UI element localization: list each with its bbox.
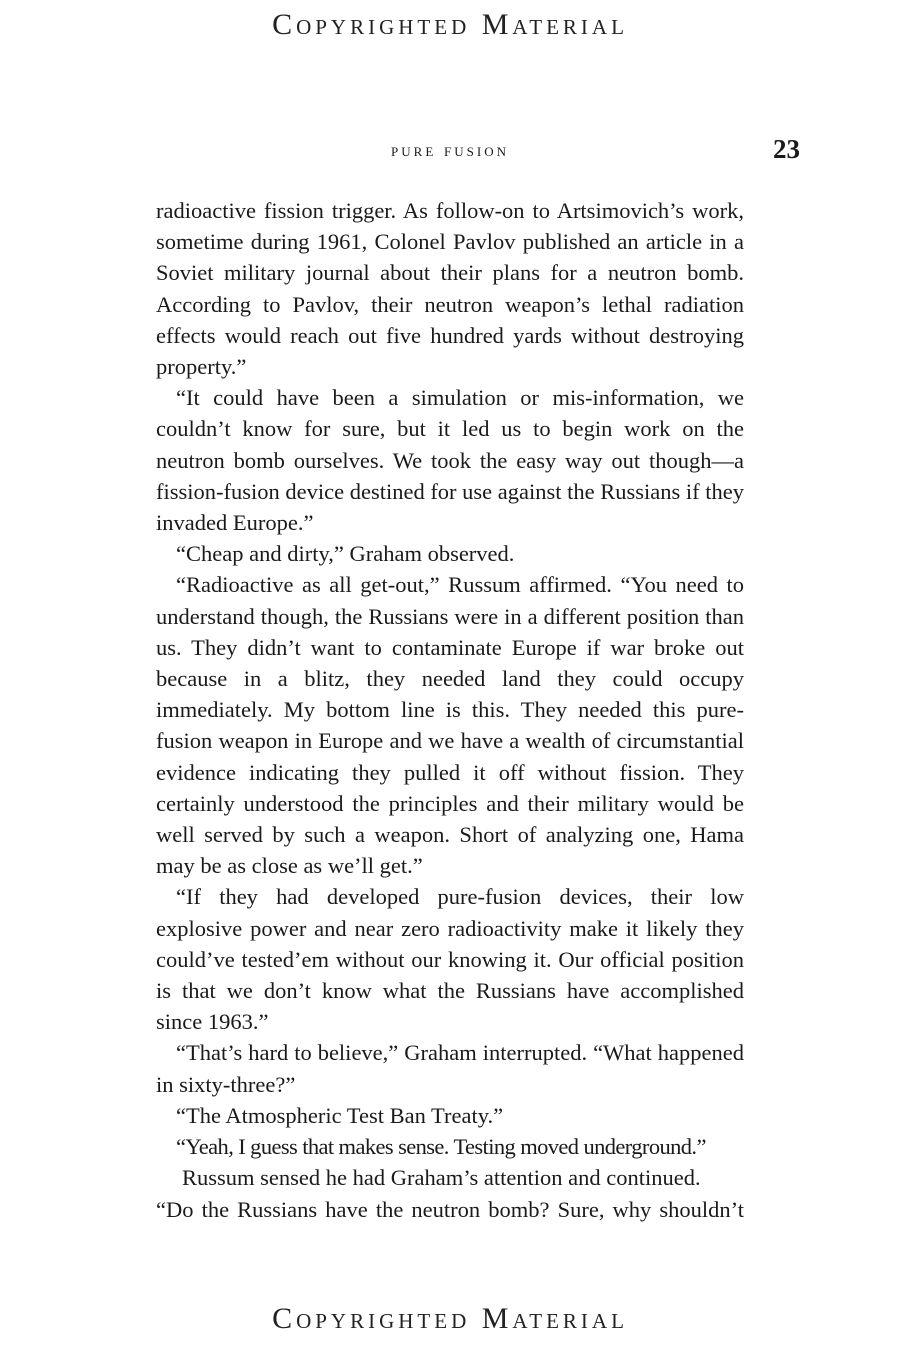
copyright-watermark-bottom: Copyrighted Material	[272, 1302, 628, 1335]
paragraph: “Yeah, I guess that makes sense. Testing moved underground.”	[176, 1134, 706, 1160]
paragraph: “It could have been a simulation or mis-information, we couldn’t know for sure, but it led us to begin work on the neutron bomb ourselves. We took the easy way out though—a fission-fusion device destined for use against the Russians if they invaded Europe.”	[156, 385, 745, 536]
paragraph: “If they had developed pure-fusion devices, their low explosive power and near zero radioactivity make it likely they could’ve tested’em without our knowing it. Our official position is that we don’t know what the Russians have accomplished since 1963.”	[156, 884, 744, 1035]
paragraph: “Cheap and dirty,” Graham observed.	[176, 541, 515, 567]
paragraph: “Do the Russians have the neutron bomb? Sure, why shouldn’t	[156, 1196, 744, 1222]
copyright-watermark-top: Copyrighted Material	[272, 8, 628, 41]
paragraph: “Radioactive as all get-out,” Russum affirmed. “You need to understand though, the Russians were in a different position than us. They didn’t want to contaminate Europe if war broke out because in a blitz, they needed land they could occupy immediately. My bottom line is this. They needed this pure-fusion weapon in Europe and we have a wealth of circumstantial evidence indicating they pulled it off without fission. They certainly understood the principles and their military would be well served by such a weapon. Short of analyzing one, Hama may be as close as we’ll get.”	[156, 572, 744, 879]
paragraph: “The Atmospheric Test Ban Treaty.”	[176, 1102, 504, 1128]
page-number: 23	[773, 134, 800, 164]
paragraph: “That’s hard to believe,” Graham interrupted. “What happened in sixty-three?”	[156, 1040, 744, 1097]
paragraph: Russum sensed he had Graham’s attention and continued.	[182, 1165, 701, 1191]
body-text	[156, 195, 744, 1225]
running-header	[0, 134, 900, 168]
paragraph: radioactive fission trigger. As follow-on to Artsimovich’s work, sometime during 1961, Colonel Pavlov published an article in a Soviet military journal about their plans for a neutron bomb. According to Pavlov, their neutron weapon’s lethal radiation effects would reach out five hundred yards without destroying property.”	[156, 198, 744, 380]
running-title: pure fusion	[391, 140, 509, 161]
